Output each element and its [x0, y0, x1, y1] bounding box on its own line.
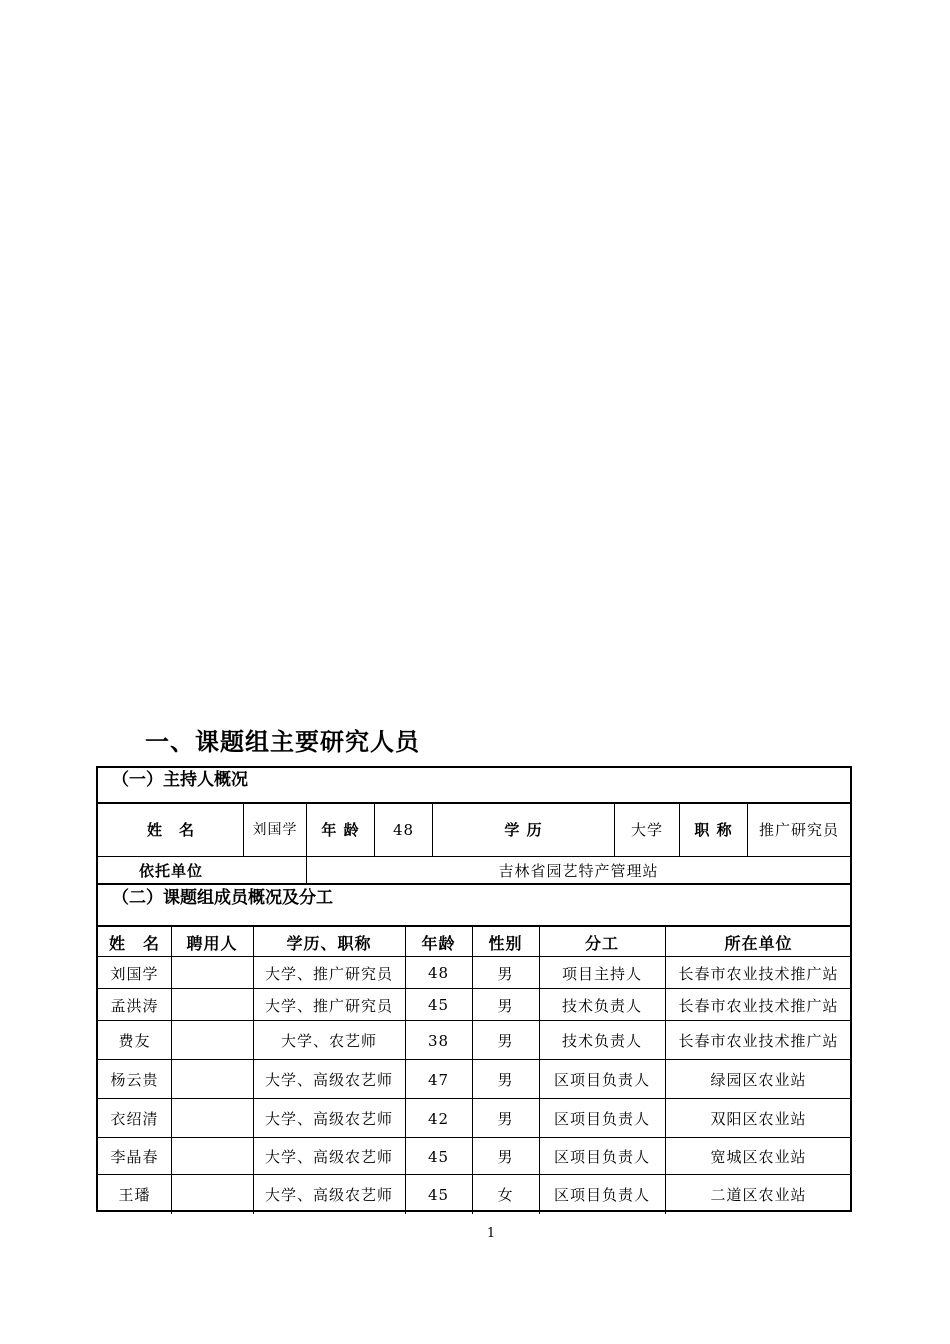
- host-title-label: 职 称: [694, 821, 733, 839]
- member-hired: [171, 1060, 253, 1099]
- divider: [405, 927, 406, 1214]
- host-unit-value: 吉林省园艺特产管理站: [498, 861, 659, 880]
- member-role: 技术负责人: [561, 996, 642, 1015]
- member-unit: 长春市农业技术推广站: [678, 996, 839, 1015]
- host-age-label: 年 龄: [321, 821, 360, 839]
- members-section-title: （二）课题组成员概况及分工: [112, 888, 333, 908]
- member-name: 衣绍清: [110, 1110, 159, 1128]
- header-unit: 所在单位: [724, 933, 793, 953]
- member-age: 45: [427, 996, 450, 1014]
- personnel-table: [96, 766, 852, 1212]
- member-education: 大学、高级农艺师: [264, 1186, 393, 1204]
- member-gender: 男: [497, 1032, 514, 1050]
- divider: [171, 927, 172, 1214]
- member-gender: 男: [497, 1110, 514, 1128]
- header-education: 学历、职称: [286, 933, 372, 953]
- header-gender: 性别: [488, 933, 523, 953]
- divider: [539, 927, 540, 1214]
- host-age-value: 48: [392, 820, 415, 839]
- member-unit: 绿园区农业站: [710, 1071, 807, 1089]
- member-name: 孟洪涛: [110, 996, 159, 1015]
- member-unit: 二道区农业站: [710, 1186, 807, 1204]
- member-age: 38: [427, 1031, 450, 1050]
- member-hired: [171, 1021, 253, 1060]
- member-hired: [171, 1099, 253, 1138]
- member-role: 技术负责人: [561, 1032, 642, 1050]
- member-unit: 双阳区农业站: [710, 1110, 807, 1128]
- member-hired: [171, 1175, 253, 1214]
- member-age: 42: [427, 1109, 450, 1128]
- member-education: 大学、推广研究员: [264, 964, 393, 983]
- header-age: 年龄: [421, 933, 456, 953]
- header-hired: 聘用人: [186, 933, 238, 953]
- member-name: 刘国学: [110, 964, 159, 983]
- member-unit: 长春市农业技术推广站: [678, 964, 839, 983]
- header-role: 分工: [584, 933, 619, 953]
- divider: [665, 927, 666, 1214]
- section-heading: 一、课题组主要研究人员: [145, 728, 420, 756]
- member-age: 48: [427, 964, 450, 982]
- member-role: 区项目负责人: [553, 1110, 650, 1128]
- host-education-label: 学 历: [504, 821, 543, 839]
- member-unit: 宽城区农业站: [710, 1148, 807, 1166]
- host-section-title: （一）主持人概况: [112, 770, 248, 790]
- member-role: 区项目负责人: [553, 1186, 650, 1204]
- member-education: 大学、高级农艺师: [264, 1148, 393, 1166]
- member-hired: [171, 957, 253, 989]
- divider: [243, 803, 244, 856]
- member-education: 大学、推广研究员: [264, 996, 393, 1015]
- header-name: 姓 名: [108, 933, 160, 953]
- host-education-value: 大学: [630, 821, 663, 839]
- member-age: 45: [427, 1185, 450, 1204]
- member-name: 杨云贵: [110, 1071, 159, 1089]
- host-title-value: 推广研究员: [758, 821, 839, 839]
- member-name: 李晶春: [110, 1148, 159, 1166]
- member-education: 大学、农艺师: [280, 1032, 377, 1050]
- host-unit-label: 依托单位: [138, 861, 203, 880]
- member-role: 区项目负责人: [553, 1148, 650, 1166]
- member-name: 费友: [118, 1032, 151, 1050]
- member-name: 王璠: [118, 1186, 151, 1204]
- member-hired: [171, 989, 253, 1021]
- member-gender: 男: [497, 1148, 514, 1166]
- member-gender: 男: [497, 996, 514, 1015]
- divider: [253, 927, 254, 1214]
- member-role: 项目主持人: [561, 964, 642, 983]
- member-age: 47: [427, 1070, 450, 1089]
- member-unit: 长春市农业技术推广站: [678, 1032, 839, 1050]
- member-role: 区项目负责人: [553, 1071, 650, 1089]
- page-number: 1: [486, 1226, 496, 1241]
- member-education: 大学、高级农艺师: [264, 1071, 393, 1089]
- member-gender: 男: [497, 964, 514, 983]
- divider: [472, 927, 473, 1214]
- host-name-value: 刘国学: [252, 821, 298, 838]
- member-gender: 女: [497, 1186, 514, 1204]
- member-age: 45: [427, 1147, 450, 1166]
- host-name-label: 姓 名: [146, 821, 195, 839]
- member-education: 大学、高级农艺师: [264, 1110, 393, 1128]
- member-hired: [171, 1138, 253, 1175]
- member-gender: 男: [497, 1071, 514, 1089]
